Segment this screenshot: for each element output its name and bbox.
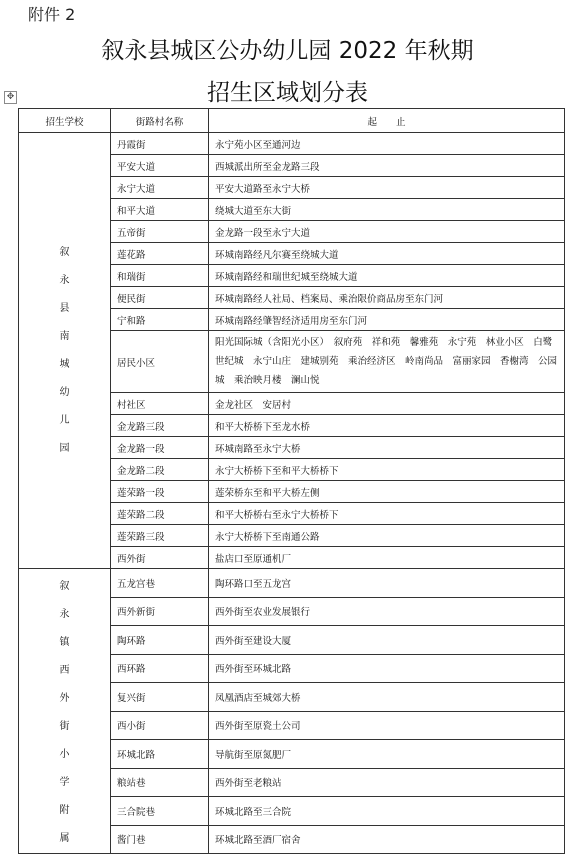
- table-header-row: [19, 109, 565, 133]
- range-cell: 金龙路一段至永宁大道: [209, 221, 565, 243]
- range-cell: 导航街至原氮肥厂: [209, 740, 565, 769]
- range-cell: 阳光国际城（含阳光小区） 叙府苑 祥和苑 馨雅苑 永宁苑 林业小区 白鹭世纪城 永宁山庄 建城别苑 乘治经济区 岭南尚品 富丽家园 香榭湾 公园城 乘治映月楼 澜山悦: [209, 331, 565, 393]
- street-cell: 复兴街: [111, 683, 209, 712]
- page-title-line1: 叙永县城区公办幼儿园 2022 年秋期: [101, 38, 474, 64]
- street-cell: 五帝街: [111, 221, 209, 243]
- column-header-school: 招生学校: [19, 109, 111, 133]
- street-cell: 永宁大道: [111, 177, 209, 199]
- range-cell: 环城南路经和瑞世纪城至绕城大道: [209, 265, 565, 287]
- street-cell: 居民小区: [111, 331, 209, 393]
- street-cell: 粮站巷: [111, 768, 209, 797]
- street-cell: 五龙宫巷: [111, 569, 209, 598]
- street-cell: 金龙路二段: [111, 459, 209, 481]
- street-cell: 陶环路: [111, 626, 209, 655]
- range-cell: 环城南路经肇智经济适用房至东门河: [209, 309, 565, 331]
- range-cell: 绕城大道至东大街: [209, 199, 565, 221]
- range-cell: 金龙社区 安居村: [209, 393, 565, 415]
- street-cell: 莲荣路二段: [111, 503, 209, 525]
- range-cell: 西城派出所至金龙路三段: [209, 155, 565, 177]
- school-cell: [19, 133, 111, 569]
- street-cell: 西小街: [111, 711, 209, 740]
- street-cell: 环城北路: [111, 740, 209, 769]
- street-cell: 和瑞街: [111, 265, 209, 287]
- street-cell: 金龙路一段: [111, 437, 209, 459]
- street-cell: 平安大道: [111, 155, 209, 177]
- column-header-street: 街路村名称: [111, 109, 209, 133]
- range-cell: 和平大桥桥右至永宁大桥桥下: [209, 503, 565, 525]
- table-row: [19, 133, 565, 155]
- range-cell: 陶环路口至五龙宫: [209, 569, 565, 598]
- range-cell: 环城南路经人社局、档案局、乘治限价商品房至东门河: [209, 287, 565, 309]
- range-cell: 永宁苑小区至通河边: [209, 133, 565, 155]
- street-cell: 三合院巷: [111, 797, 209, 826]
- street-cell: 酱门巷: [111, 825, 209, 854]
- range-cell: 西外街至原瓷土公司: [209, 711, 565, 740]
- street-cell: 莲荣路一段: [111, 481, 209, 503]
- column-header-range: 起 止: [209, 109, 565, 133]
- school-name: 叙永镇西外街小学附属: [59, 581, 70, 844]
- street-cell: 莲荣路三段: [111, 525, 209, 547]
- range-cell: 环城南路经凡尔赛至绕城大道: [209, 243, 565, 265]
- street-cell: 西外新街: [111, 597, 209, 626]
- street-cell: 村社区: [111, 393, 209, 415]
- range-cell: 西外街至老粮站: [209, 768, 565, 797]
- range-cell: 凤凰酒店至城郊大桥: [209, 683, 565, 712]
- table-row: [19, 569, 565, 598]
- page-title-line2: 招生区域划分表: [207, 80, 368, 106]
- street-cell: 西外街: [111, 547, 209, 569]
- range-cell: 环城南路至永宁大桥: [209, 437, 565, 459]
- street-cell: 西环路: [111, 654, 209, 683]
- enrollment-table: [18, 108, 565, 854]
- street-cell: 莲花路: [111, 243, 209, 265]
- range-cell: 盐店口至原通机厂: [209, 547, 565, 569]
- street-cell: 金龙路三段: [111, 415, 209, 437]
- range-cell: 和平大桥桥下至龙水桥: [209, 415, 565, 437]
- enrollment-table-container: [18, 108, 564, 847]
- range-cell: 西外街至农业发展银行: [209, 597, 565, 626]
- street-cell: 和平大道: [111, 199, 209, 221]
- range-cell: 西外街至环城北路: [209, 654, 565, 683]
- range-cell: 永宁大桥桥下至和平大桥桥下: [209, 459, 565, 481]
- table-move-handle-icon[interactable]: ✥: [4, 91, 17, 104]
- range-cell: 环城北路至三合院: [209, 797, 565, 826]
- school-cell: [19, 569, 111, 854]
- street-cell: 便民街: [111, 287, 209, 309]
- street-cell: 宁和路: [111, 309, 209, 331]
- range-cell: 环城北路至酒厂宿舍: [209, 825, 565, 854]
- range-cell: 西外街至建设大厦: [209, 626, 565, 655]
- range-cell: 莲荣桥东至和平大桥左侧: [209, 481, 565, 503]
- attachment-label: 附件 2: [28, 5, 76, 24]
- range-cell: 永宁大桥桥下至南通公路: [209, 525, 565, 547]
- street-cell: 丹霞街: [111, 133, 209, 155]
- range-cell: 平安大道路至永宁大桥: [209, 177, 565, 199]
- school-name: 叙永县南城幼儿园: [59, 246, 70, 454]
